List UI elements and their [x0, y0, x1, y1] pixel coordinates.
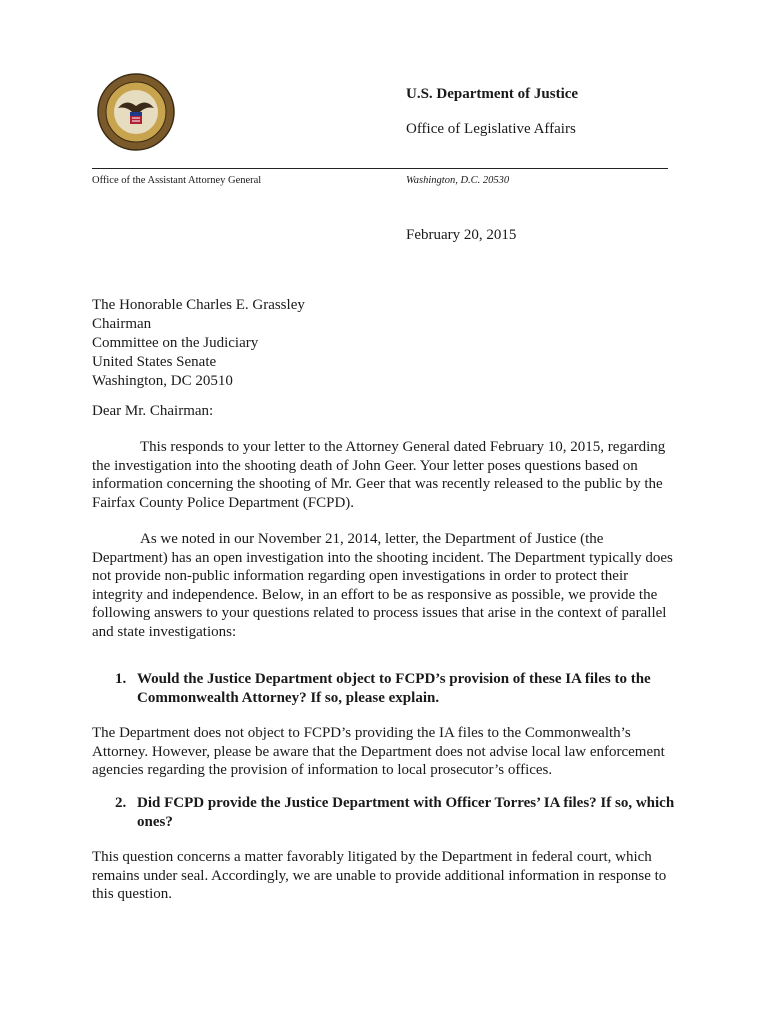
recipient-address	[92, 296, 305, 391]
question-item	[115, 670, 675, 708]
office-location: Washington, D.C. 20530	[406, 175, 510, 186]
salutation: Dear Mr. Chairman:	[92, 403, 214, 419]
answer-paragraph: This question concerns a matter favorably litigated by the Department in federal court, which remains under seal. Accordingly, we are unable to provide additional information in response to this question.	[92, 849, 667, 903]
recipient-line: Committee on the Judiciary	[92, 335, 259, 351]
letter-date: February 20, 2015	[406, 227, 517, 243]
doj-seal-icon	[96, 72, 176, 152]
paragraph-text: This responds to your letter to the Attorney General dated February 10, 2015, regarding the investigation into the shooting death of John Geer. Your letter poses questions based on information concerning the shooting of Mr. Geer that was recently released to the public by the Fairfax County Police Department (FCPD).	[92, 439, 666, 511]
recipient-line: The Honorable Charles E. Grassley	[92, 297, 305, 313]
question-number: 2.	[115, 795, 127, 811]
letterhead-divider	[92, 168, 668, 169]
agency-name: U.S. Department of Justice	[406, 86, 579, 102]
recipient-line: Washington, DC 20510	[92, 373, 233, 389]
question-number: 1.	[115, 671, 127, 687]
office-name: Office of Legislative Affairs	[406, 121, 576, 137]
body-paragraph	[92, 530, 680, 642]
question-text: Would the Justice Department object to FCPD’s provision of these IA files to the Commonwealth Attorney? If so, please explain.	[137, 671, 651, 706]
question-item	[115, 794, 675, 832]
question-text: Did FCPD provide the Justice Department with Officer Torres’ IA files? If so, which ones?	[137, 795, 675, 830]
paragraph-text: As we noted in our November 21, 2014, letter, the Department of Justice (the Department) has an open investigation into the shooting incident. The Department typically does not provide non-public information regarding open investigations in order to protect their integrity and independence. Below, in an effort to be as responsive as possible, we provide the following answers to your questions related to process issues that arise in the context of parallel and state investigations:	[92, 531, 673, 640]
body-paragraph	[92, 438, 680, 512]
recipient-line: Chairman	[92, 316, 152, 332]
recipient-line: United States Senate	[92, 354, 217, 370]
answer-paragraph: The Department does not object to FCPD’s providing the IA files to the Commonwealth’s Attorney. However, please be aware that the Department does not advise local law enforcement agencies regarding the provision of information to local prosecutor’s offices.	[92, 725, 665, 779]
office-subheading: Office of the Assistant Attorney General	[92, 175, 262, 186]
